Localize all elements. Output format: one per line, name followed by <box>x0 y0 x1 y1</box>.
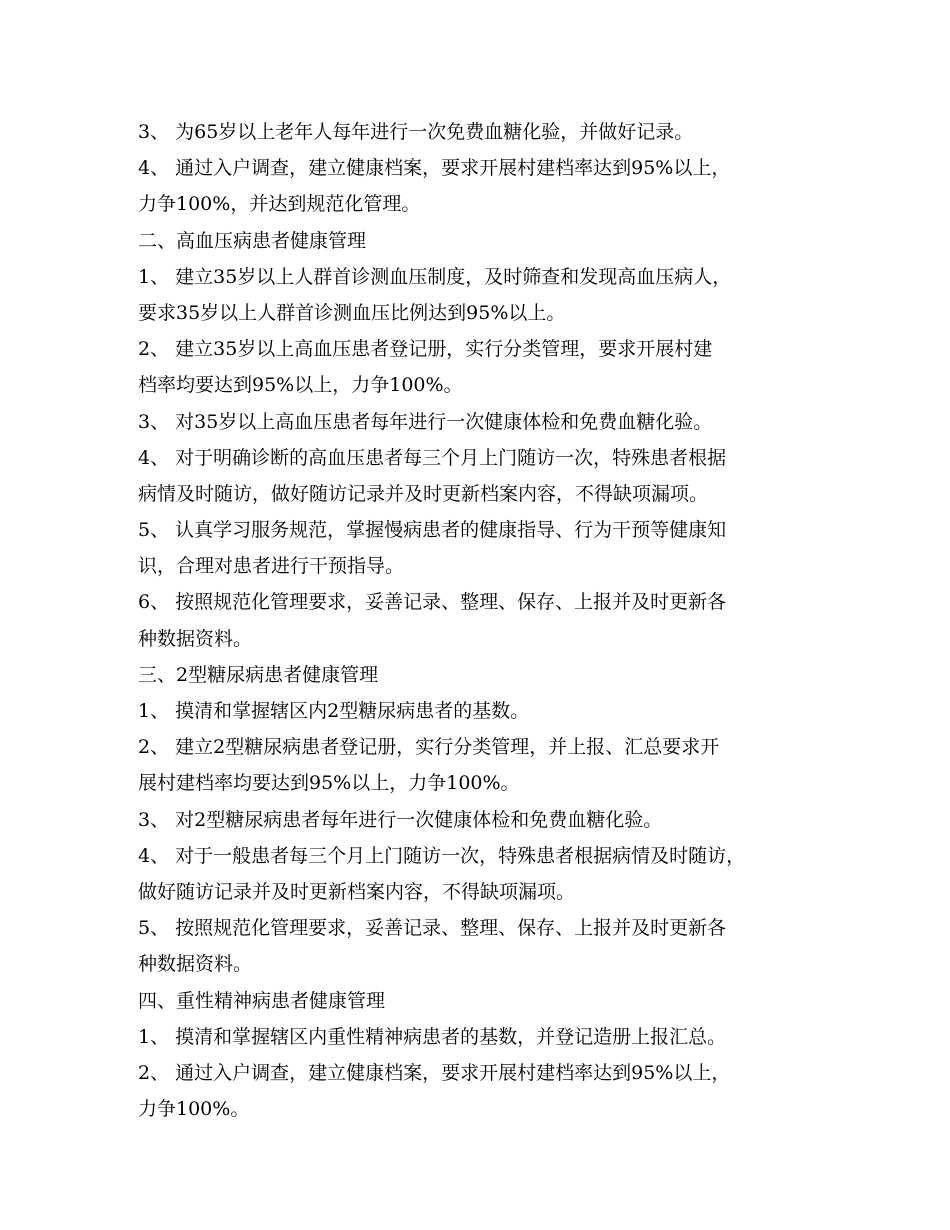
text-line: 4、 对于明确诊断的高血压患者每三个月上门随访一次，特殊患者根据 <box>138 446 727 469</box>
section-heading: 三、2型糖尿病患者健康管理 <box>138 663 379 686</box>
text-line: 6、 按照规范化管理要求，妥善记录、整理、保存、上报并及时更新各 <box>138 591 727 614</box>
text-line: 3、 对35岁以上高血压患者每年进行一次健康体检和免费血糖化验。 <box>138 410 713 433</box>
section-heading: 二、高血压病患者健康管理 <box>138 229 367 252</box>
text-line: 1、 摸清和掌握辖区内重性精神病患者的基数，并登记造册上报汇总。 <box>138 1025 727 1048</box>
text-line: 3、 对2型糖尿病患者每年进行一次健康体检和免费血糖化验。 <box>138 808 663 831</box>
text-line: 3、 为65岁以上老年人每年进行一次免费血糖化验，并做好记录。 <box>138 121 694 143</box>
text-line: 1、 摸清和掌握辖区内2型糖尿病患者的基数。 <box>138 700 530 722</box>
text-line: 要求35岁以上人群首诊测血压比例达到95%以上。 <box>138 301 566 324</box>
text-line: 2、 通过入户调查，建立健康档案，要求开展村建档率达到95%以上， <box>138 1061 731 1084</box>
text-line: 种数据资料。 <box>138 627 253 650</box>
text-line: 力争100%，并达到规范化管理。 <box>138 193 421 216</box>
text-line: 5、 认真学习服务规范，掌握慢病患者的健康指导、行为干预等健康知 <box>138 519 727 542</box>
text-line: 识，合理对患者进行干预指导。 <box>138 555 405 578</box>
section-heading: 四、重性精神病患者健康管理 <box>138 989 386 1012</box>
text-line: 展村建档率均要达到95%以上，力争100%。 <box>138 772 520 795</box>
text-line: 种数据资料。 <box>138 953 253 976</box>
text-line: 2、 建立35岁以上高血压患者登记册，实行分类管理，要求开展村建 <box>138 338 713 361</box>
document-page <box>138 114 838 1127</box>
text-line: 病情及时随访，做好随访记录并及时更新档案内容，不得缺项漏项。 <box>138 482 709 505</box>
text-line: 力争100%。 <box>138 1098 250 1121</box>
text-line: 1、 建立35岁以上人群首诊测血压制度，及时筛查和发现高血压病人， <box>138 265 732 288</box>
text-line: 4、 对于一般患者每三个月上门随访一次，特殊患者根据病情及时随访， <box>138 844 746 867</box>
text-line: 5、 按照规范化管理要求，妥善记录、整理、保存、上报并及时更新各 <box>138 917 727 940</box>
text-line: 4、 通过入户调查，建立健康档案，要求开展村建档率达到95%以上， <box>138 157 731 180</box>
text-line: 2、 建立2型糖尿病患者登记册，实行分类管理，并上报、汇总要求开 <box>138 736 720 759</box>
text-line: 档率均要达到95%以上，力争100%。 <box>138 374 463 397</box>
text-line: 做好随访记录并及时更新档案内容，不得缺项漏项。 <box>138 880 576 903</box>
